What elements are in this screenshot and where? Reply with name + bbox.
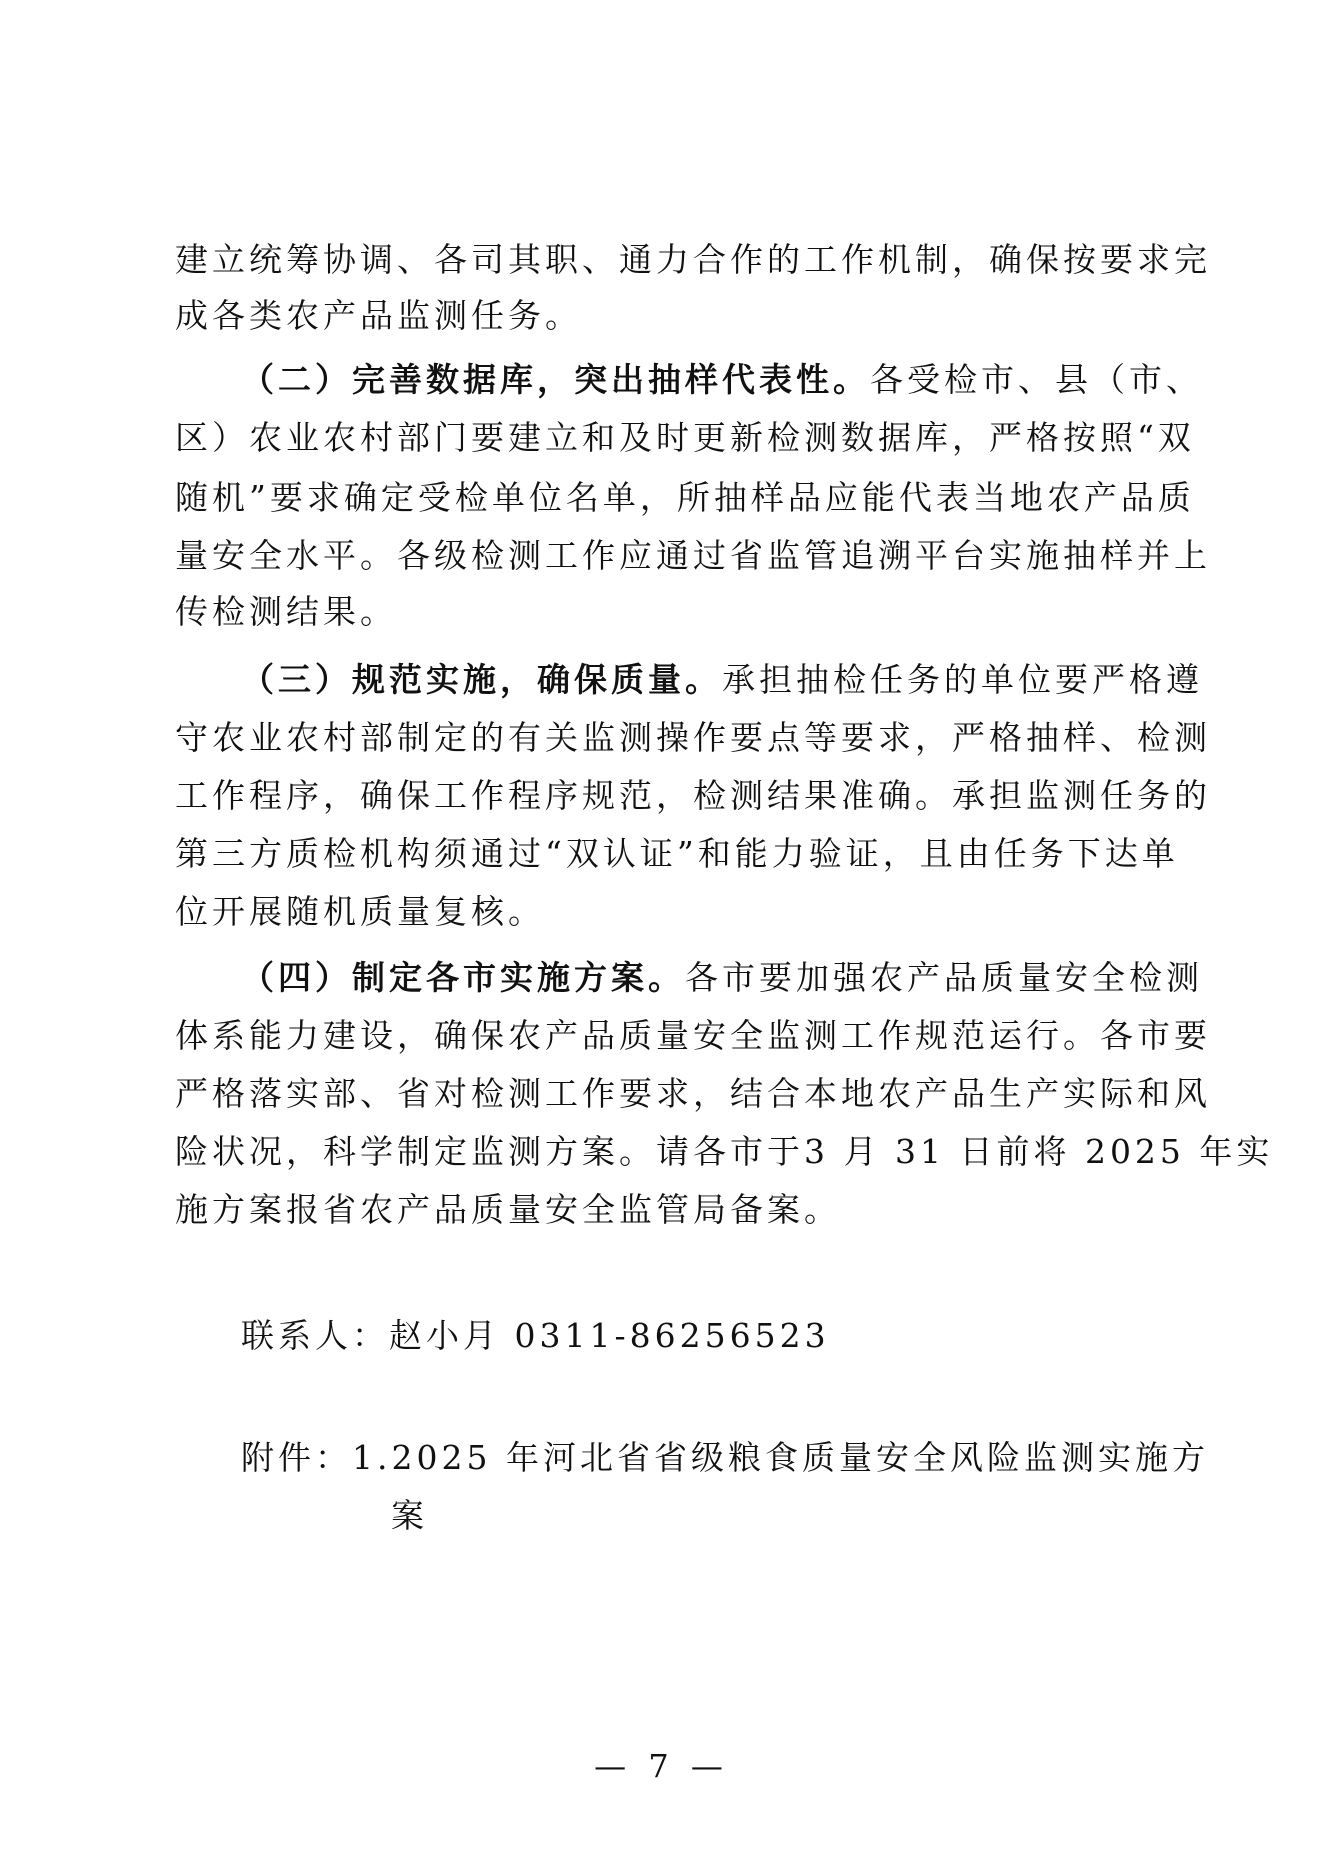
section-heading-line: （三）规范实施，确保质量。承担抽检任务的单位要严格遵: [241, 660, 1203, 699]
paragraph-line: 随机”要求确定受检单位名单，所抽样品应能代表当地农产品质: [175, 478, 1195, 517]
section-heading: （三）规范实施，确保质量。: [241, 660, 722, 699]
paragraph-line: 区）农业农村部门要建立和及时更新检测数据库，严格按照“双: [175, 418, 1195, 457]
section-heading: （二）完善数据库，突出抽样代表性。: [241, 360, 870, 399]
paragraph-line: 位开展随机质量复核。: [175, 892, 545, 931]
paragraph-line: 成各类农产品监测任务。: [175, 296, 582, 335]
paragraph-line: 传检测结果。: [175, 592, 397, 631]
section-heading-line: （二）完善数据库，突出抽样代表性。各受检市、县（市、: [241, 360, 1203, 399]
paragraph-line: 工作程序，确保工作程序规范，检测结果准确。承担监测任务的: [175, 776, 1211, 815]
attachment-line: 附件：1.2025 年河北省省级粮食质量安全风险监测实施方: [241, 1438, 1209, 1477]
paragraph-line: 第三方质检机构须通过“双认证”和能力验证，且由任务下达单: [175, 834, 1179, 873]
paragraph-line: 量安全水平。各级检测工作应通过省监管追溯平台实施抽样并上: [175, 536, 1211, 575]
section-heading: （四）制定各市实施方案。: [241, 958, 685, 997]
paragraph-line: 体系能力建设，确保农产品质量安全监测工作规范运行。各市要: [175, 1016, 1211, 1055]
paragraph-line: 严格落实部、省对检测工作要求，结合本地农产品生产实际和风: [175, 1074, 1211, 1113]
page-number: — 7 —: [594, 1747, 729, 1785]
paragraph-line: 施方案报省农产品质量安全监管局备案。: [175, 1190, 841, 1229]
paragraph-line: 守农业农村部制定的有关监测操作要点等要求，严格抽样、检测: [175, 718, 1211, 757]
contact-line: 联系人：赵小月 0311-86256523: [241, 1316, 830, 1355]
section-heading-line: （四）制定各市实施方案。各市要加强农产品质量安全检测: [241, 958, 1203, 997]
paragraph-line: 险状况，科学制定监测方案。请各市于3 月 31 日前将 2025 年实: [175, 1132, 1274, 1171]
attachment-line-continued: 案: [391, 1496, 428, 1535]
paragraph-line: 建立统筹协调、各司其职、通力合作的工作机制，确保按要求完: [175, 240, 1211, 279]
